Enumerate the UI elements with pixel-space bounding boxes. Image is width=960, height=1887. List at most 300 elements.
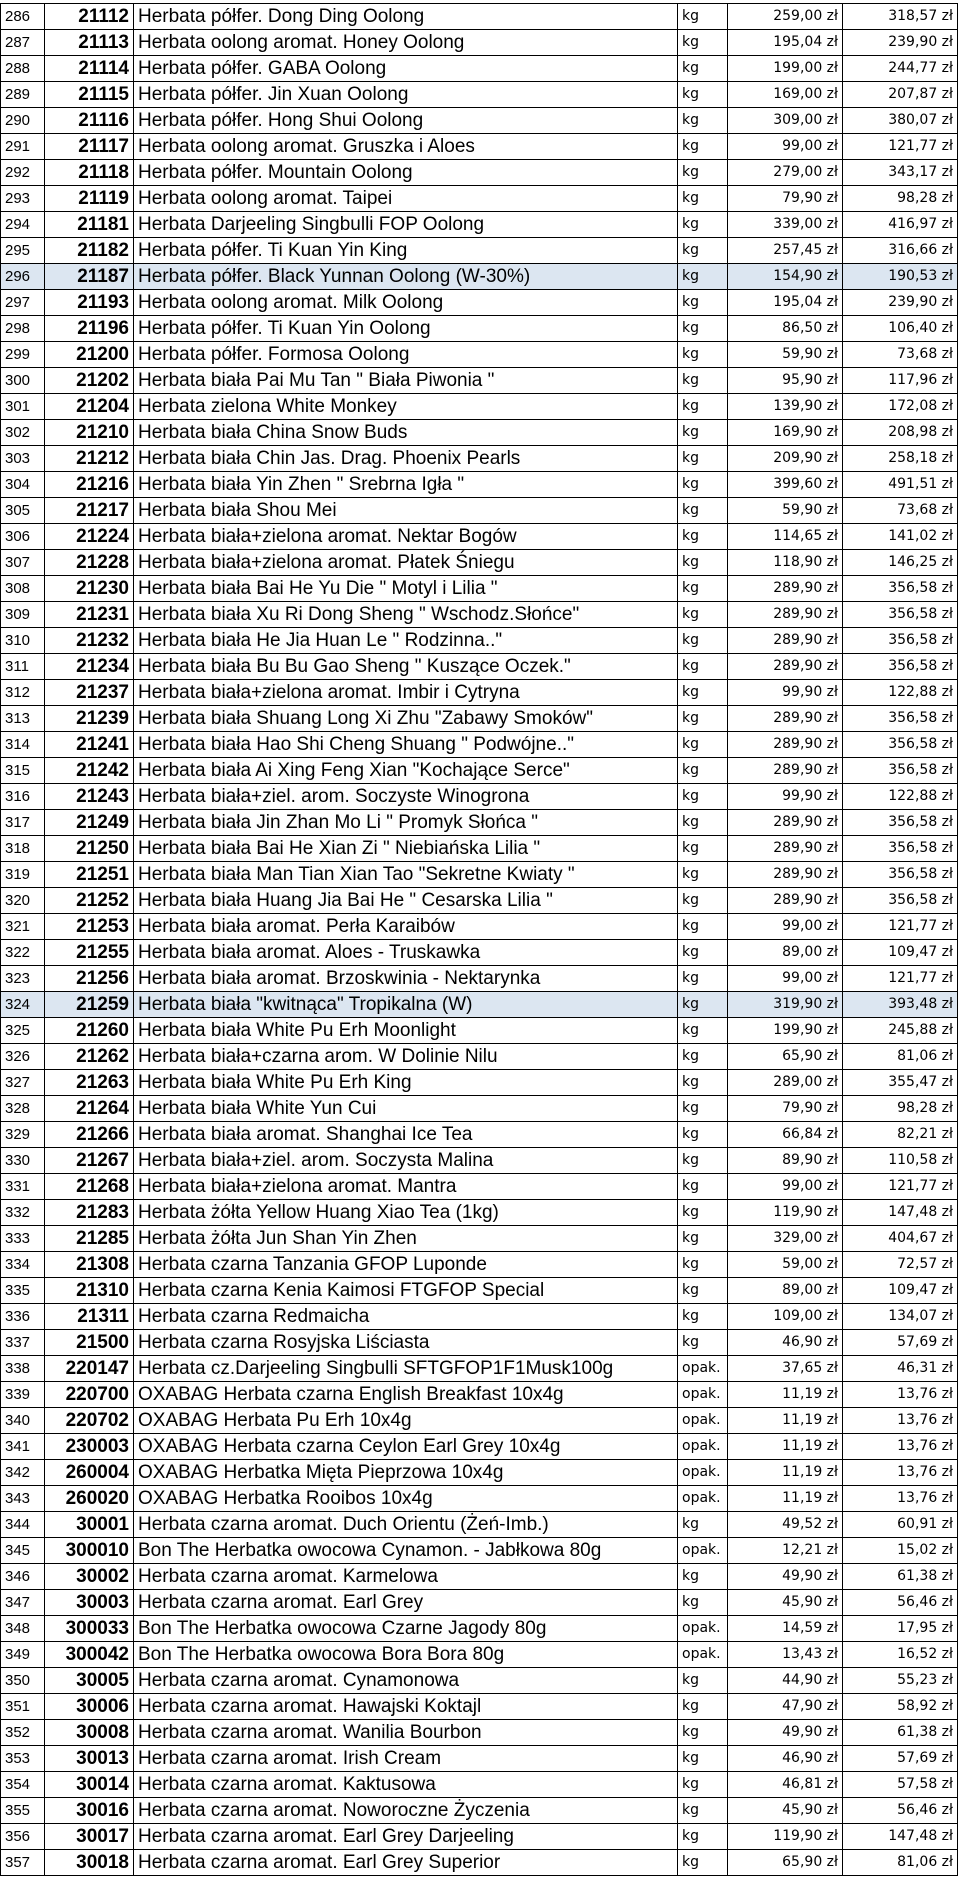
unit[interactable]: kg xyxy=(678,576,728,602)
product-code[interactable]: 21196 xyxy=(45,316,134,342)
price-net[interactable]: 309,00 zł xyxy=(728,108,843,134)
unit[interactable]: kg xyxy=(678,446,728,472)
price-net[interactable]: 49,90 zł xyxy=(728,1720,843,1746)
product-name[interactable]: Herbata półfer. Ti Kuan Yin Oolong xyxy=(134,316,678,342)
price-net[interactable]: 99,90 zł xyxy=(728,784,843,810)
price-gross[interactable]: 122,88 zł xyxy=(843,680,958,706)
row-number[interactable]: 309 xyxy=(1,602,45,628)
price-gross[interactable]: 98,28 zł xyxy=(843,186,958,212)
unit[interactable]: opak. xyxy=(678,1486,728,1512)
table-row[interactable] xyxy=(1,1304,958,1330)
price-gross[interactable]: 208,98 zł xyxy=(843,420,958,446)
table-row[interactable] xyxy=(1,1252,958,1278)
row-number[interactable]: 303 xyxy=(1,446,45,472)
product-name[interactable]: Herbata biała Shou Mei xyxy=(134,498,678,524)
product-code[interactable]: 21241 xyxy=(45,732,134,758)
product-name[interactable]: Herbata biała Huang Jia Bai He " Cesarska Lilia " xyxy=(134,888,678,914)
product-code[interactable]: 21250 xyxy=(45,836,134,862)
price-net[interactable]: 119,90 zł xyxy=(728,1200,843,1226)
product-code[interactable]: 30018 xyxy=(45,1850,134,1876)
product-code[interactable]: 21266 xyxy=(45,1122,134,1148)
price-gross[interactable]: 106,40 zł xyxy=(843,316,958,342)
price-net[interactable]: 46,90 zł xyxy=(728,1330,843,1356)
product-code[interactable]: 21239 xyxy=(45,706,134,732)
unit[interactable]: kg xyxy=(678,654,728,680)
table-row[interactable] xyxy=(1,966,958,992)
table-row[interactable] xyxy=(1,238,958,264)
row-number[interactable]: 340 xyxy=(1,1408,45,1434)
row-number[interactable]: 352 xyxy=(1,1720,45,1746)
price-net[interactable]: 99,00 zł xyxy=(728,1174,843,1200)
product-name[interactable]: Herbata biała Ai Xing Feng Xian "Kochające Serce" xyxy=(134,758,678,784)
product-code[interactable]: 230003 xyxy=(45,1434,134,1460)
price-gross[interactable]: 13,76 zł xyxy=(843,1486,958,1512)
price-net[interactable]: 257,45 zł xyxy=(728,238,843,264)
price-gross[interactable]: 141,02 zł xyxy=(843,524,958,550)
unit[interactable]: kg xyxy=(678,1278,728,1304)
price-gross[interactable]: 117,96 zł xyxy=(843,368,958,394)
price-net[interactable]: 59,00 zł xyxy=(728,1252,843,1278)
price-gross[interactable]: 73,68 zł xyxy=(843,498,958,524)
price-net[interactable]: 65,90 zł xyxy=(728,1044,843,1070)
table-row[interactable] xyxy=(1,108,958,134)
unit[interactable]: kg xyxy=(678,1330,728,1356)
product-code[interactable]: 21231 xyxy=(45,602,134,628)
table-row[interactable] xyxy=(1,342,958,368)
price-gross[interactable]: 13,76 zł xyxy=(843,1408,958,1434)
product-name[interactable]: Herbata biała aromat. Brzoskwinia - Nektarynka xyxy=(134,966,678,992)
product-code[interactable]: 21243 xyxy=(45,784,134,810)
row-number[interactable]: 311 xyxy=(1,654,45,680)
row-number[interactable]: 354 xyxy=(1,1772,45,1798)
product-code[interactable]: 21228 xyxy=(45,550,134,576)
product-name[interactable]: OXABAG Herbatka Mięta Pieprzowa 10x4g xyxy=(134,1460,678,1486)
unit[interactable]: kg xyxy=(678,914,728,940)
price-net[interactable]: 37,65 zł xyxy=(728,1356,843,1382)
price-gross[interactable]: 258,18 zł xyxy=(843,446,958,472)
product-name[interactable]: OXABAG Herbatka Rooibos 10x4g xyxy=(134,1486,678,1512)
table-row[interactable] xyxy=(1,1148,958,1174)
product-name[interactable]: Herbata półfer. GABA Oolong xyxy=(134,56,678,82)
table-row[interactable] xyxy=(1,1486,958,1512)
product-name[interactable]: Herbata biała Yin Zhen " Srebrna Igła " xyxy=(134,472,678,498)
product-name[interactable]: Herbata czarna aromat. Noworoczne Życzenia xyxy=(134,1798,678,1824)
product-name[interactable]: OXABAG Herbata Pu Erh 10x4g xyxy=(134,1408,678,1434)
price-net[interactable]: 99,00 zł xyxy=(728,966,843,992)
unit[interactable]: kg xyxy=(678,784,728,810)
row-number[interactable]: 331 xyxy=(1,1174,45,1200)
unit[interactable]: kg xyxy=(678,30,728,56)
unit[interactable]: kg xyxy=(678,498,728,524)
product-code[interactable]: 21232 xyxy=(45,628,134,654)
price-gross[interactable]: 46,31 zł xyxy=(843,1356,958,1382)
price-net[interactable]: 119,90 zł xyxy=(728,1824,843,1850)
price-gross[interactable]: 13,76 zł xyxy=(843,1460,958,1486)
table-row[interactable] xyxy=(1,706,958,732)
unit[interactable]: kg xyxy=(678,1070,728,1096)
table-row[interactable] xyxy=(1,810,958,836)
price-net[interactable]: 199,90 zł xyxy=(728,1018,843,1044)
unit[interactable]: kg xyxy=(678,1850,728,1876)
product-code[interactable]: 21267 xyxy=(45,1148,134,1174)
price-net[interactable]: 209,90 zł xyxy=(728,446,843,472)
price-net[interactable]: 329,00 zł xyxy=(728,1226,843,1252)
unit[interactable]: kg xyxy=(678,680,728,706)
unit[interactable]: opak. xyxy=(678,1538,728,1564)
product-name[interactable]: Herbata czarna aromat. Earl Grey Darjeeling xyxy=(134,1824,678,1850)
product-name[interactable]: Herbata oolong aromat. Taipei xyxy=(134,186,678,212)
price-net[interactable]: 79,90 zł xyxy=(728,186,843,212)
unit[interactable]: kg xyxy=(678,1226,728,1252)
unit[interactable]: kg xyxy=(678,316,728,342)
product-name[interactable]: Herbata biała Chin Jas. Drag. Phoenix Pearls xyxy=(134,446,678,472)
table-row[interactable] xyxy=(1,134,958,160)
price-net[interactable]: 169,00 zł xyxy=(728,82,843,108)
row-number[interactable]: 286 xyxy=(1,4,45,30)
product-name[interactable]: Herbata biała Hao Shi Cheng Shuang " Podwójne.." xyxy=(134,732,678,758)
price-gross[interactable]: 57,58 zł xyxy=(843,1772,958,1798)
unit[interactable]: kg xyxy=(678,1564,728,1590)
table-row[interactable] xyxy=(1,602,958,628)
unit[interactable]: kg xyxy=(678,966,728,992)
price-net[interactable]: 11,19 zł xyxy=(728,1460,843,1486)
row-number[interactable]: 312 xyxy=(1,680,45,706)
product-code[interactable]: 21310 xyxy=(45,1278,134,1304)
price-net[interactable]: 169,90 zł xyxy=(728,420,843,446)
price-gross[interactable]: 356,58 zł xyxy=(843,810,958,836)
product-code[interactable]: 21234 xyxy=(45,654,134,680)
row-number[interactable]: 330 xyxy=(1,1148,45,1174)
product-name[interactable]: Bon The Herbatka owocowa Cynamon. - Jabłkowa 80g xyxy=(134,1538,678,1564)
price-gross[interactable]: 72,57 zł xyxy=(843,1252,958,1278)
product-code[interactable]: 30002 xyxy=(45,1564,134,1590)
product-name[interactable]: Herbata czarna aromat. Earl Grey Superior xyxy=(134,1850,678,1876)
row-number[interactable]: 350 xyxy=(1,1668,45,1694)
price-gross[interactable]: 81,06 zł xyxy=(843,1850,958,1876)
product-code[interactable]: 21249 xyxy=(45,810,134,836)
row-number[interactable]: 337 xyxy=(1,1330,45,1356)
row-number[interactable]: 302 xyxy=(1,420,45,446)
row-number[interactable]: 292 xyxy=(1,160,45,186)
product-name[interactable]: Herbata biała Xu Ri Dong Sheng " Wschodz.Słońce" xyxy=(134,602,678,628)
product-code[interactable]: 21217 xyxy=(45,498,134,524)
price-gross[interactable]: 356,58 zł xyxy=(843,888,958,914)
row-number[interactable]: 341 xyxy=(1,1434,45,1460)
product-code[interactable]: 21114 xyxy=(45,56,134,82)
product-name[interactable]: Herbata biała Man Tian Xian Tao "Sekretne Kwiaty " xyxy=(134,862,678,888)
table-row[interactable] xyxy=(1,836,958,862)
unit[interactable]: kg xyxy=(678,992,728,1018)
product-name[interactable]: Herbata czarna aromat. Duch Orientu (Żeń-Imb.) xyxy=(134,1512,678,1538)
row-number[interactable]: 324 xyxy=(1,992,45,1018)
product-code[interactable]: 21204 xyxy=(45,394,134,420)
product-code[interactable]: 21200 xyxy=(45,342,134,368)
unit[interactable]: kg xyxy=(678,1252,728,1278)
table-row[interactable] xyxy=(1,1642,958,1668)
table-row[interactable] xyxy=(1,680,958,706)
unit[interactable]: kg xyxy=(678,1772,728,1798)
price-gross[interactable]: 404,67 zł xyxy=(843,1226,958,1252)
product-name[interactable]: Herbata biała Shuang Long Xi Zhu "Zabawy Smoków" xyxy=(134,706,678,732)
product-code[interactable]: 30016 xyxy=(45,1798,134,1824)
product-name[interactable]: Herbata zielona White Monkey xyxy=(134,394,678,420)
unit[interactable]: kg xyxy=(678,1720,728,1746)
table-row[interactable] xyxy=(1,56,958,82)
price-net[interactable]: 399,60 zł xyxy=(728,472,843,498)
table-row[interactable] xyxy=(1,1200,958,1226)
unit[interactable]: kg xyxy=(678,1590,728,1616)
row-number[interactable]: 353 xyxy=(1,1746,45,1772)
row-number[interactable]: 333 xyxy=(1,1226,45,1252)
price-net[interactable]: 11,19 zł xyxy=(728,1486,843,1512)
product-name[interactable]: Herbata biała+ziel. arom. Soczyste Winogrona xyxy=(134,784,678,810)
price-net[interactable]: 49,90 zł xyxy=(728,1564,843,1590)
unit[interactable]: kg xyxy=(678,4,728,30)
unit[interactable]: kg xyxy=(678,758,728,784)
table-row[interactable] xyxy=(1,1356,958,1382)
price-net[interactable]: 49,52 zł xyxy=(728,1512,843,1538)
product-code[interactable]: 21116 xyxy=(45,108,134,134)
unit[interactable]: kg xyxy=(678,602,728,628)
product-code[interactable]: 21118 xyxy=(45,160,134,186)
product-name[interactable]: OXABAG Herbata czarna English Breakfast 10x4g xyxy=(134,1382,678,1408)
price-gross[interactable]: 355,47 zł xyxy=(843,1070,958,1096)
row-number[interactable]: 345 xyxy=(1,1538,45,1564)
row-number[interactable]: 347 xyxy=(1,1590,45,1616)
price-net[interactable]: 14,59 zł xyxy=(728,1616,843,1642)
row-number[interactable]: 336 xyxy=(1,1304,45,1330)
table-row[interactable] xyxy=(1,1330,958,1356)
product-code[interactable]: 21112 xyxy=(45,4,134,30)
unit[interactable]: opak. xyxy=(678,1382,728,1408)
product-code[interactable]: 220702 xyxy=(45,1408,134,1434)
table-row[interactable] xyxy=(1,1408,958,1434)
row-number[interactable]: 287 xyxy=(1,30,45,56)
product-name[interactable]: Herbata półfer. Formosa Oolong xyxy=(134,342,678,368)
unit[interactable]: opak. xyxy=(678,1408,728,1434)
price-gross[interactable]: 121,77 zł xyxy=(843,966,958,992)
price-gross[interactable]: 146,25 zł xyxy=(843,550,958,576)
unit[interactable]: kg xyxy=(678,342,728,368)
product-code[interactable]: 21255 xyxy=(45,940,134,966)
unit[interactable]: kg xyxy=(678,56,728,82)
price-net[interactable]: 109,00 zł xyxy=(728,1304,843,1330)
row-number[interactable]: 317 xyxy=(1,810,45,836)
product-code[interactable]: 21283 xyxy=(45,1200,134,1226)
product-name[interactable]: Herbata biała+zielona aromat. Płatek Śniegu xyxy=(134,550,678,576)
product-code[interactable]: 21308 xyxy=(45,1252,134,1278)
product-name[interactable]: Herbata czarna aromat. Wanilia Bourbon xyxy=(134,1720,678,1746)
unit[interactable]: kg xyxy=(678,1746,728,1772)
price-net[interactable]: 99,90 zł xyxy=(728,680,843,706)
price-net[interactable]: 89,00 zł xyxy=(728,1278,843,1304)
price-net[interactable]: 99,00 zł xyxy=(728,134,843,160)
product-name[interactable]: Herbata biała aromat. Aloes - Truskawka xyxy=(134,940,678,966)
row-number[interactable]: 325 xyxy=(1,1018,45,1044)
unit[interactable]: opak. xyxy=(678,1460,728,1486)
unit[interactable]: kg xyxy=(678,1694,728,1720)
price-gross[interactable]: 56,46 zł xyxy=(843,1590,958,1616)
product-code[interactable]: 30008 xyxy=(45,1720,134,1746)
row-number[interactable]: 293 xyxy=(1,186,45,212)
product-name[interactable]: Herbata biała+zielona aromat. Imbir i Cytryna xyxy=(134,680,678,706)
unit[interactable]: kg xyxy=(678,732,728,758)
product-code[interactable]: 21256 xyxy=(45,966,134,992)
price-net[interactable]: 46,90 zł xyxy=(728,1746,843,1772)
unit[interactable]: kg xyxy=(678,862,728,888)
product-code[interactable]: 30013 xyxy=(45,1746,134,1772)
unit[interactable]: kg xyxy=(678,1148,728,1174)
row-number[interactable]: 313 xyxy=(1,706,45,732)
product-code[interactable]: 21224 xyxy=(45,524,134,550)
price-gross[interactable]: 58,92 zł xyxy=(843,1694,958,1720)
table-row[interactable] xyxy=(1,1096,958,1122)
product-code[interactable]: 21311 xyxy=(45,1304,134,1330)
price-gross[interactable]: 356,58 zł xyxy=(843,576,958,602)
price-gross[interactable]: 61,38 zł xyxy=(843,1564,958,1590)
price-gross[interactable]: 356,58 zł xyxy=(843,862,958,888)
price-net[interactable]: 339,00 zł xyxy=(728,212,843,238)
price-net[interactable]: 289,90 zł xyxy=(728,758,843,784)
price-net[interactable]: 99,00 zł xyxy=(728,914,843,940)
price-net[interactable]: 65,90 zł xyxy=(728,1850,843,1876)
table-row[interactable] xyxy=(1,368,958,394)
row-number[interactable]: 298 xyxy=(1,316,45,342)
row-number[interactable]: 314 xyxy=(1,732,45,758)
unit[interactable]: kg xyxy=(678,1096,728,1122)
row-number[interactable]: 310 xyxy=(1,628,45,654)
unit[interactable]: kg xyxy=(678,186,728,212)
price-gross[interactable]: 380,07 zł xyxy=(843,108,958,134)
unit[interactable]: kg xyxy=(678,238,728,264)
row-number[interactable]: 335 xyxy=(1,1278,45,1304)
table-row[interactable] xyxy=(1,524,958,550)
row-number[interactable]: 329 xyxy=(1,1122,45,1148)
price-gross[interactable]: 81,06 zł xyxy=(843,1044,958,1070)
price-gross[interactable]: 122,88 zł xyxy=(843,784,958,810)
table-row[interactable] xyxy=(1,1070,958,1096)
product-code[interactable]: 21242 xyxy=(45,758,134,784)
product-name[interactable]: Herbata oolong aromat. Gruszka i Aloes xyxy=(134,134,678,160)
unit[interactable]: kg xyxy=(678,1512,728,1538)
product-name[interactable]: Herbata biała+zielona aromat. Mantra xyxy=(134,1174,678,1200)
product-name[interactable]: Bon The Herbatka owocowa Czarne Jagody 80g xyxy=(134,1616,678,1642)
price-gross[interactable]: 239,90 zł xyxy=(843,30,958,56)
row-number[interactable]: 297 xyxy=(1,290,45,316)
price-gross[interactable]: 56,46 zł xyxy=(843,1798,958,1824)
table-row[interactable] xyxy=(1,628,958,654)
unit[interactable]: kg xyxy=(678,420,728,446)
product-name[interactable]: Herbata biała White Pu Erh Moonlight xyxy=(134,1018,678,1044)
price-net[interactable]: 154,90 zł xyxy=(728,264,843,290)
product-code[interactable]: 21253 xyxy=(45,914,134,940)
price-net[interactable]: 114,65 zł xyxy=(728,524,843,550)
unit[interactable]: kg xyxy=(678,472,728,498)
price-gross[interactable]: 416,97 zł xyxy=(843,212,958,238)
price-gross[interactable]: 343,17 zł xyxy=(843,160,958,186)
table-row[interactable] xyxy=(1,1850,958,1876)
price-gross[interactable]: 190,53 zł xyxy=(843,264,958,290)
product-name[interactable]: Herbata biała He Jia Huan Le " Rodzinna.." xyxy=(134,628,678,654)
product-name[interactable]: Herbata Darjeeling Singbulli FOP Oolong xyxy=(134,212,678,238)
price-net[interactable]: 45,90 zł xyxy=(728,1590,843,1616)
row-number[interactable]: 326 xyxy=(1,1044,45,1070)
price-net[interactable]: 289,90 zł xyxy=(728,628,843,654)
price-gross[interactable]: 121,77 zł xyxy=(843,1174,958,1200)
product-name[interactable]: Herbata czarna aromat. Hawajski Koktajl xyxy=(134,1694,678,1720)
price-gross[interactable]: 244,77 zł xyxy=(843,56,958,82)
row-number[interactable]: 296 xyxy=(1,264,45,290)
price-gross[interactable]: 121,77 zł xyxy=(843,134,958,160)
product-code[interactable]: 21500 xyxy=(45,1330,134,1356)
price-net[interactable]: 89,00 zł xyxy=(728,940,843,966)
product-code[interactable]: 21202 xyxy=(45,368,134,394)
row-number[interactable]: 290 xyxy=(1,108,45,134)
price-gross[interactable]: 82,21 zł xyxy=(843,1122,958,1148)
product-code[interactable]: 21119 xyxy=(45,186,134,212)
price-gross[interactable]: 356,58 zł xyxy=(843,706,958,732)
table-row[interactable] xyxy=(1,30,958,56)
product-name[interactable]: OXABAG Herbata czarna Ceylon Earl Grey 10x4g xyxy=(134,1434,678,1460)
product-code[interactable]: 21237 xyxy=(45,680,134,706)
price-net[interactable]: 289,90 zł xyxy=(728,836,843,862)
table-row[interactable] xyxy=(1,1564,958,1590)
row-number[interactable]: 327 xyxy=(1,1070,45,1096)
product-code[interactable]: 21264 xyxy=(45,1096,134,1122)
product-name[interactable]: Herbata półfer. Jin Xuan Oolong xyxy=(134,82,678,108)
price-gross[interactable]: 393,48 zł xyxy=(843,992,958,1018)
unit[interactable]: kg xyxy=(678,108,728,134)
price-net[interactable]: 195,04 zł xyxy=(728,30,843,56)
table-row[interactable] xyxy=(1,1746,958,1772)
product-code[interactable]: 220700 xyxy=(45,1382,134,1408)
product-code[interactable]: 30006 xyxy=(45,1694,134,1720)
unit[interactable]: kg xyxy=(678,524,728,550)
table-row[interactable] xyxy=(1,1694,958,1720)
unit[interactable]: opak. xyxy=(678,1434,728,1460)
price-gross[interactable]: 356,58 zł xyxy=(843,654,958,680)
table-row[interactable] xyxy=(1,1018,958,1044)
price-gross[interactable]: 109,47 zł xyxy=(843,940,958,966)
price-gross[interactable]: 318,57 zł xyxy=(843,4,958,30)
table-row[interactable] xyxy=(1,1044,958,1070)
table-row[interactable] xyxy=(1,1538,958,1564)
price-gross[interactable]: 147,48 zł xyxy=(843,1824,958,1850)
table-row[interactable] xyxy=(1,1382,958,1408)
table-row[interactable] xyxy=(1,784,958,810)
unit[interactable]: kg xyxy=(678,134,728,160)
table-row[interactable] xyxy=(1,264,958,290)
product-name[interactable]: Herbata czarna Redmaicha xyxy=(134,1304,678,1330)
table-row[interactable] xyxy=(1,732,958,758)
unit[interactable]: opak. xyxy=(678,1616,728,1642)
row-number[interactable]: 299 xyxy=(1,342,45,368)
unit[interactable]: kg xyxy=(678,550,728,576)
product-code[interactable]: 30014 xyxy=(45,1772,134,1798)
table-row[interactable] xyxy=(1,576,958,602)
table-row[interactable] xyxy=(1,550,958,576)
unit[interactable]: opak. xyxy=(678,1356,728,1382)
product-name[interactable]: Herbata biała Pai Mu Tan " Biała Piwonia " xyxy=(134,368,678,394)
product-name[interactable]: Herbata biała Bai He Yu Die " Motyl i Lilia " xyxy=(134,576,678,602)
price-net[interactable]: 59,90 zł xyxy=(728,498,843,524)
product-name[interactable]: Herbata czarna aromat. Karmelowa xyxy=(134,1564,678,1590)
table-row[interactable] xyxy=(1,940,958,966)
unit[interactable]: kg xyxy=(678,1044,728,1070)
unit[interactable]: kg xyxy=(678,1798,728,1824)
table-row[interactable] xyxy=(1,1434,958,1460)
row-number[interactable]: 357 xyxy=(1,1850,45,1876)
